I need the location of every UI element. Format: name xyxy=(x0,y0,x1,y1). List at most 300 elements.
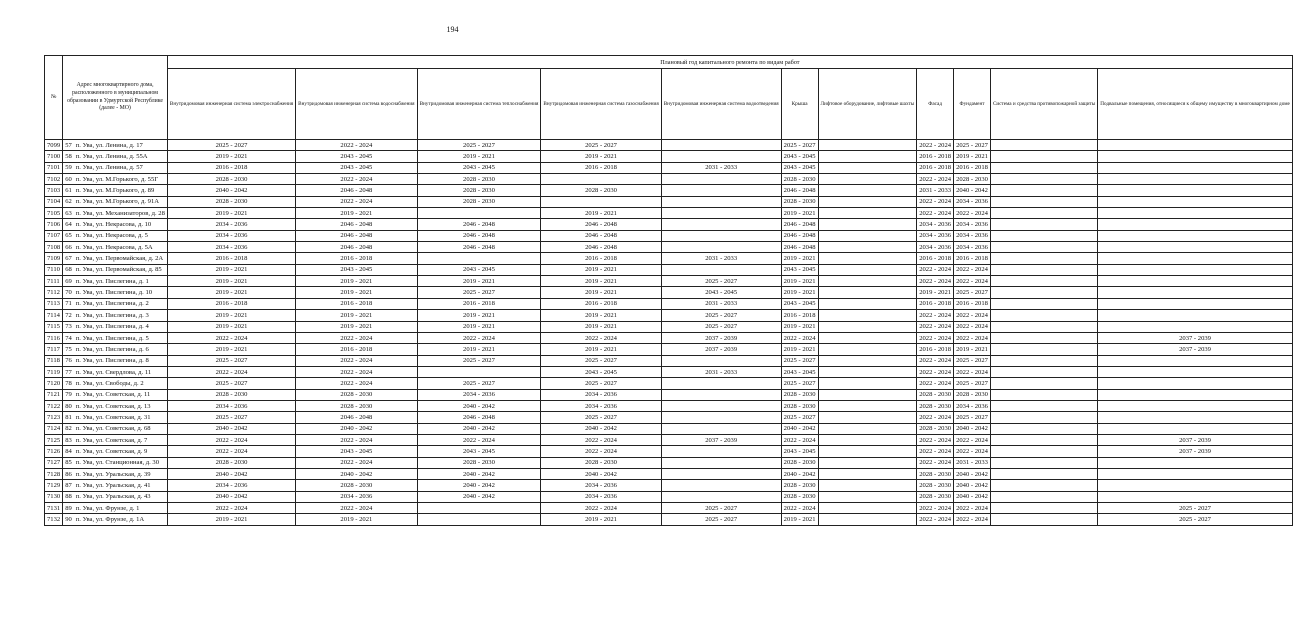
row-year-range: 2025 - 2027 xyxy=(781,412,818,423)
table-row xyxy=(45,276,1293,287)
row-year-range: 2034 - 2036 xyxy=(167,242,295,253)
header-column: Внутридомовая инженерная система водоснабжения xyxy=(296,69,417,140)
row-year-range xyxy=(417,253,541,264)
row-id: 7104 xyxy=(45,196,63,207)
row-year-range xyxy=(661,491,781,502)
row-id: 7114 xyxy=(45,310,63,321)
row-year-range: 2016 - 2018 xyxy=(954,298,991,309)
row-id: 7128 xyxy=(45,468,63,479)
row-year-range: 2028 - 2030 xyxy=(917,389,954,400)
row-year-range: 2025 - 2027 xyxy=(167,140,295,151)
table-row xyxy=(45,491,1293,502)
row-year-range: 2019 - 2021 xyxy=(541,287,661,298)
capital-repair-table xyxy=(44,55,1293,526)
row-number: 90 xyxy=(63,514,74,525)
row-year-range: 2019 - 2021 xyxy=(781,344,818,355)
row-year-range xyxy=(990,503,1097,514)
header-column: Крыша xyxy=(781,69,818,140)
table-row xyxy=(45,503,1293,514)
table-row xyxy=(45,219,1293,230)
row-year-range: 2025 - 2027 xyxy=(541,355,661,366)
table-row xyxy=(45,208,1293,219)
row-year-range xyxy=(990,332,1097,343)
row-year-range: 2022 - 2024 xyxy=(954,434,991,445)
row-year-range xyxy=(990,344,1097,355)
row-year-range xyxy=(818,287,917,298)
row-year-range xyxy=(818,208,917,219)
row-year-range: 2025 - 2027 xyxy=(954,378,991,389)
row-year-range: 2022 - 2024 xyxy=(954,514,991,525)
row-year-range xyxy=(990,480,1097,491)
row-year-range: 2040 - 2042 xyxy=(417,491,541,502)
row-year-range xyxy=(661,185,781,196)
row-year-range xyxy=(1098,140,1292,151)
row-year-range: 2025 - 2027 xyxy=(167,412,295,423)
row-number: 75 xyxy=(63,344,74,355)
row-id: 7125 xyxy=(45,434,63,445)
row-year-range: 2019 - 2021 xyxy=(167,344,295,355)
row-year-range: 2019 - 2021 xyxy=(917,287,954,298)
row-year-range: 2019 - 2021 xyxy=(167,151,295,162)
row-year-range xyxy=(990,230,1097,241)
row-year-range: 2043 - 2045 xyxy=(781,298,818,309)
row-year-range xyxy=(818,514,917,525)
row-year-range xyxy=(818,344,917,355)
row-year-range: 2022 - 2024 xyxy=(781,332,818,343)
row-year-range xyxy=(990,264,1097,275)
row-year-range: 2025 - 2027 xyxy=(417,140,541,151)
row-number: 61 xyxy=(63,185,74,196)
row-year-range xyxy=(417,208,541,219)
row-year-range: 2019 - 2021 xyxy=(541,151,661,162)
row-year-range: 2022 - 2024 xyxy=(954,366,991,377)
header-column: Внутридомовая инженерная система газоснабжения xyxy=(541,69,661,140)
row-year-range: 2028 - 2030 xyxy=(417,174,541,185)
table-row xyxy=(45,230,1293,241)
row-year-range: 2028 - 2030 xyxy=(781,400,818,411)
row-year-range: 2019 - 2021 xyxy=(781,208,818,219)
row-year-range: 2040 - 2042 xyxy=(417,480,541,491)
row-year-range: 2034 - 2036 xyxy=(917,219,954,230)
row-year-range: 2028 - 2030 xyxy=(781,389,818,400)
row-year-range: 2040 - 2042 xyxy=(954,491,991,502)
row-year-range xyxy=(818,276,917,287)
row-year-range: 2037 - 2039 xyxy=(1098,332,1292,343)
row-year-range: 2022 - 2024 xyxy=(917,264,954,275)
row-number: 76 xyxy=(63,355,74,366)
row-year-range: 2046 - 2048 xyxy=(417,230,541,241)
row-year-range: 2043 - 2045 xyxy=(296,162,417,173)
row-year-range: 2031 - 2033 xyxy=(661,298,781,309)
row-year-range: 2019 - 2021 xyxy=(781,514,818,525)
header-column: Фундамент xyxy=(954,69,991,140)
row-year-range: 2022 - 2024 xyxy=(917,446,954,457)
row-year-range xyxy=(661,242,781,253)
row-year-range xyxy=(661,389,781,400)
row-year-range xyxy=(541,174,661,185)
row-year-range: 2037 - 2039 xyxy=(661,344,781,355)
row-address: п. Ува, ул. Станционная, д. 30 xyxy=(74,457,168,468)
row-year-range: 2028 - 2030 xyxy=(917,400,954,411)
row-year-range xyxy=(1098,230,1292,241)
row-year-range xyxy=(661,423,781,434)
header-column: Лифтовое оборудование, лифтовые шахты xyxy=(818,69,917,140)
row-year-range: 2016 - 2018 xyxy=(917,162,954,173)
row-year-range: 2028 - 2030 xyxy=(296,389,417,400)
row-address: п. Ува, ул. Свободы, д. 2 xyxy=(74,378,168,389)
row-year-range: 2016 - 2018 xyxy=(417,298,541,309)
row-year-range: 2019 - 2021 xyxy=(781,276,818,287)
row-id: 7102 xyxy=(45,174,63,185)
row-year-range xyxy=(1098,321,1292,332)
row-year-range: 2022 - 2024 xyxy=(917,174,954,185)
row-year-range xyxy=(661,264,781,275)
row-year-range: 2043 - 2045 xyxy=(296,151,417,162)
row-year-range xyxy=(417,503,541,514)
row-year-range: 2034 - 2036 xyxy=(167,219,295,230)
row-year-range xyxy=(818,151,917,162)
row-year-range xyxy=(1098,185,1292,196)
row-year-range xyxy=(990,434,1097,445)
row-year-range: 2028 - 2030 xyxy=(954,174,991,185)
row-year-range xyxy=(661,208,781,219)
row-year-range: 2019 - 2021 xyxy=(781,321,818,332)
row-year-range xyxy=(818,355,917,366)
row-year-range: 2028 - 2030 xyxy=(917,480,954,491)
row-id: 7106 xyxy=(45,219,63,230)
row-year-range: 2043 - 2045 xyxy=(417,446,541,457)
row-year-range: 2028 - 2030 xyxy=(296,480,417,491)
row-year-range: 2034 - 2036 xyxy=(954,196,991,207)
row-year-range: 2040 - 2042 xyxy=(167,423,295,434)
row-year-range: 2019 - 2021 xyxy=(167,287,295,298)
row-year-range: 2022 - 2024 xyxy=(954,321,991,332)
row-year-range: 2046 - 2048 xyxy=(541,230,661,241)
row-address: п. Ува, ул. Некрасова, д. 10 xyxy=(74,219,168,230)
row-year-range xyxy=(1098,298,1292,309)
row-address: п. Ува, ул. Советская, д. 68 xyxy=(74,423,168,434)
row-year-range: 2034 - 2036 xyxy=(917,242,954,253)
row-year-range: 2025 - 2027 xyxy=(1098,503,1292,514)
row-year-range: 2025 - 2027 xyxy=(954,287,991,298)
row-year-range: 2028 - 2030 xyxy=(296,400,417,411)
row-number: 83 xyxy=(63,434,74,445)
row-year-range xyxy=(661,378,781,389)
row-year-range xyxy=(990,389,1097,400)
row-address: п. Ува, ул. Уральская, д. 43 xyxy=(74,491,168,502)
row-year-range: 2019 - 2021 xyxy=(296,514,417,525)
row-year-range: 2019 - 2021 xyxy=(417,321,541,332)
row-year-range: 2037 - 2039 xyxy=(661,332,781,343)
row-year-range xyxy=(818,253,917,264)
row-year-range: 2034 - 2036 xyxy=(167,480,295,491)
row-year-range xyxy=(661,355,781,366)
row-id: 7100 xyxy=(45,151,63,162)
row-year-range: 2025 - 2027 xyxy=(541,412,661,423)
table-row xyxy=(45,287,1293,298)
row-year-range xyxy=(990,242,1097,253)
table-row xyxy=(45,344,1293,355)
row-id: 7129 xyxy=(45,480,63,491)
row-year-range: 2028 - 2030 xyxy=(167,174,295,185)
row-year-range xyxy=(990,468,1097,479)
row-year-range xyxy=(818,457,917,468)
row-year-range: 2022 - 2024 xyxy=(954,332,991,343)
row-year-range xyxy=(661,400,781,411)
row-id: 7109 xyxy=(45,253,63,264)
row-year-range: 2025 - 2027 xyxy=(781,140,818,151)
row-year-range: 2028 - 2030 xyxy=(917,468,954,479)
row-year-range: 2022 - 2024 xyxy=(541,503,661,514)
row-number: 80 xyxy=(63,400,74,411)
row-year-range: 2019 - 2021 xyxy=(954,344,991,355)
row-year-range: 2025 - 2027 xyxy=(167,355,295,366)
row-year-range: 2025 - 2027 xyxy=(954,412,991,423)
row-year-range xyxy=(818,423,917,434)
row-year-range: 2043 - 2045 xyxy=(661,287,781,298)
row-year-range: 2043 - 2045 xyxy=(541,366,661,377)
row-year-range: 2025 - 2027 xyxy=(781,378,818,389)
row-id: 7130 xyxy=(45,491,63,502)
row-year-range xyxy=(1098,174,1292,185)
row-address: п. Ува, ул. Пислегина, д. 2 xyxy=(74,298,168,309)
row-number: 82 xyxy=(63,423,74,434)
row-year-range: 2043 - 2045 xyxy=(781,151,818,162)
row-year-range xyxy=(990,423,1097,434)
row-address: п. Ува, ул. Пислегина, д. 1 xyxy=(74,276,168,287)
row-id: 7118 xyxy=(45,355,63,366)
row-year-range: 2043 - 2045 xyxy=(781,162,818,173)
row-year-range: 2016 - 2018 xyxy=(954,162,991,173)
row-year-range: 2040 - 2042 xyxy=(954,423,991,434)
row-year-range: 2022 - 2024 xyxy=(917,208,954,219)
row-year-range: 2019 - 2021 xyxy=(781,253,818,264)
row-year-range: 2019 - 2021 xyxy=(541,264,661,275)
row-year-range: 2022 - 2024 xyxy=(167,332,295,343)
row-year-range xyxy=(990,140,1097,151)
row-year-range: 2019 - 2021 xyxy=(417,344,541,355)
row-year-range: 2046 - 2048 xyxy=(296,185,417,196)
row-year-range: 2019 - 2021 xyxy=(167,321,295,332)
row-address: п. Ува, ул. Первомайская, д. 85 xyxy=(74,264,168,275)
row-year-range: 2019 - 2021 xyxy=(781,287,818,298)
row-year-range: 2028 - 2030 xyxy=(917,423,954,434)
row-year-range xyxy=(990,162,1097,173)
row-address: п. Ува, ул. Фрунзе, д. 1 xyxy=(74,503,168,514)
table-row xyxy=(45,162,1293,173)
row-number: 86 xyxy=(63,468,74,479)
row-year-range: 2034 - 2036 xyxy=(296,491,417,502)
row-year-range: 2025 - 2027 xyxy=(661,276,781,287)
row-year-range xyxy=(1098,389,1292,400)
row-number: 89 xyxy=(63,503,74,514)
row-year-range xyxy=(661,468,781,479)
row-year-range: 2034 - 2036 xyxy=(541,480,661,491)
row-year-range: 2022 - 2024 xyxy=(917,355,954,366)
row-year-range xyxy=(818,480,917,491)
row-year-range: 2016 - 2018 xyxy=(541,253,661,264)
row-year-range xyxy=(661,140,781,151)
row-year-range: 2019 - 2021 xyxy=(954,151,991,162)
row-year-range: 2022 - 2024 xyxy=(167,446,295,457)
row-year-range: 2022 - 2024 xyxy=(917,321,954,332)
row-year-range: 2046 - 2048 xyxy=(296,219,417,230)
row-year-range: 2016 - 2018 xyxy=(917,151,954,162)
row-year-range: 2040 - 2042 xyxy=(954,468,991,479)
row-year-range: 2022 - 2024 xyxy=(917,140,954,151)
row-year-range: 2040 - 2042 xyxy=(781,423,818,434)
row-id: 7126 xyxy=(45,446,63,457)
row-year-range: 2019 - 2021 xyxy=(541,276,661,287)
row-year-range: 2034 - 2036 xyxy=(954,242,991,253)
row-id: 7103 xyxy=(45,185,63,196)
row-address: п. Ува, ул. Ленина, д. 17 xyxy=(74,140,168,151)
row-number: 65 xyxy=(63,230,74,241)
row-year-range xyxy=(990,276,1097,287)
row-year-range: 2022 - 2024 xyxy=(954,264,991,275)
row-year-range: 2022 - 2024 xyxy=(917,434,954,445)
row-year-range xyxy=(818,389,917,400)
row-year-range: 2043 - 2045 xyxy=(781,366,818,377)
row-year-range: 2043 - 2045 xyxy=(296,264,417,275)
row-address: п. Ува, ул. М.Горького, д. 91А xyxy=(74,196,168,207)
row-year-range xyxy=(1098,412,1292,423)
table-row xyxy=(45,174,1293,185)
row-number: 78 xyxy=(63,378,74,389)
table-row xyxy=(45,310,1293,321)
row-year-range: 2034 - 2036 xyxy=(954,219,991,230)
row-id: 7132 xyxy=(45,514,63,525)
row-address: п. Ува, ул. Советская, д. 11 xyxy=(74,389,168,400)
row-year-range: 2040 - 2042 xyxy=(954,185,991,196)
row-year-range: 2043 - 2045 xyxy=(781,446,818,457)
row-year-range: 2025 - 2027 xyxy=(541,378,661,389)
row-year-range: 2043 - 2045 xyxy=(417,162,541,173)
row-number: 66 xyxy=(63,242,74,253)
row-year-range: 2019 - 2021 xyxy=(167,276,295,287)
row-year-range: 2046 - 2048 xyxy=(296,230,417,241)
row-year-range xyxy=(818,503,917,514)
row-year-range: 2034 - 2036 xyxy=(954,400,991,411)
row-year-range: 2019 - 2021 xyxy=(167,310,295,321)
row-number: 84 xyxy=(63,446,74,457)
row-year-range xyxy=(990,219,1097,230)
row-address: п. Ува, ул. Пислегина, д. 8 xyxy=(74,355,168,366)
table-row xyxy=(45,151,1293,162)
row-year-range: 2046 - 2048 xyxy=(296,412,417,423)
row-id: 7127 xyxy=(45,457,63,468)
table-row xyxy=(45,480,1293,491)
row-id: 7110 xyxy=(45,264,63,275)
row-year-range: 2016 - 2018 xyxy=(541,162,661,173)
row-year-range: 2022 - 2024 xyxy=(296,140,417,151)
row-year-range xyxy=(818,400,917,411)
row-year-range: 2040 - 2042 xyxy=(417,423,541,434)
row-id: 7101 xyxy=(45,162,63,173)
row-year-range xyxy=(541,196,661,207)
row-year-range: 2022 - 2024 xyxy=(167,366,295,377)
row-year-range: 2046 - 2048 xyxy=(781,219,818,230)
row-year-range xyxy=(818,412,917,423)
row-year-range: 2040 - 2042 xyxy=(296,468,417,479)
row-year-range: 2046 - 2048 xyxy=(541,242,661,253)
row-year-range: 2031 - 2033 xyxy=(661,366,781,377)
table-row xyxy=(45,378,1293,389)
row-number: 73 xyxy=(63,321,74,332)
row-year-range: 2022 - 2024 xyxy=(296,434,417,445)
row-year-range: 2025 - 2027 xyxy=(167,378,295,389)
row-number: 85 xyxy=(63,457,74,468)
row-year-range: 2043 - 2045 xyxy=(417,264,541,275)
row-id: 7119 xyxy=(45,366,63,377)
page-number: 194 xyxy=(446,25,459,34)
row-year-range xyxy=(1098,162,1292,173)
row-year-range: 2040 - 2042 xyxy=(417,468,541,479)
row-year-range: 2019 - 2021 xyxy=(296,310,417,321)
row-year-range: 2019 - 2021 xyxy=(296,276,417,287)
row-year-range: 2022 - 2024 xyxy=(296,457,417,468)
row-year-range xyxy=(1098,219,1292,230)
table-row xyxy=(45,196,1293,207)
row-year-range: 2022 - 2024 xyxy=(917,457,954,468)
row-year-range xyxy=(1098,276,1292,287)
row-year-range xyxy=(990,196,1097,207)
row-address: п. Ува, ул. Пислегина, д. 6 xyxy=(74,344,168,355)
row-year-range: 2040 - 2042 xyxy=(541,423,661,434)
row-number: 79 xyxy=(63,389,74,400)
row-address: п. Ува, ул. Первомайская, д. 2А xyxy=(74,253,168,264)
row-year-range: 2028 - 2030 xyxy=(781,491,818,502)
row-id: 7117 xyxy=(45,344,63,355)
row-year-range: 2034 - 2036 xyxy=(417,389,541,400)
row-year-range xyxy=(1098,480,1292,491)
row-year-range xyxy=(818,468,917,479)
row-id: 7111 xyxy=(45,276,63,287)
table-row xyxy=(45,389,1293,400)
row-year-range: 2019 - 2021 xyxy=(296,321,417,332)
row-number: 71 xyxy=(63,298,74,309)
row-year-range: 2022 - 2024 xyxy=(917,332,954,343)
row-number: 77 xyxy=(63,366,74,377)
row-year-range: 2022 - 2024 xyxy=(917,514,954,525)
row-year-range: 2037 - 2039 xyxy=(1098,344,1292,355)
table-row xyxy=(45,400,1293,411)
row-id: 7105 xyxy=(45,208,63,219)
row-year-range: 2019 - 2021 xyxy=(296,208,417,219)
row-year-range: 2016 - 2018 xyxy=(296,253,417,264)
row-year-range: 2034 - 2036 xyxy=(954,230,991,241)
row-number: 58 xyxy=(63,151,74,162)
row-year-range xyxy=(818,264,917,275)
row-id: 7107 xyxy=(45,230,63,241)
row-number: 60 xyxy=(63,174,74,185)
row-year-range: 2022 - 2024 xyxy=(917,196,954,207)
row-year-range xyxy=(417,366,541,377)
row-year-range xyxy=(818,298,917,309)
row-year-range xyxy=(818,140,917,151)
row-number: 64 xyxy=(63,219,74,230)
row-year-range xyxy=(990,491,1097,502)
row-number: 67 xyxy=(63,253,74,264)
row-year-range xyxy=(1098,423,1292,434)
row-year-range: 2046 - 2048 xyxy=(417,242,541,253)
row-year-range: 2022 - 2024 xyxy=(417,332,541,343)
row-year-range: 2016 - 2018 xyxy=(541,298,661,309)
row-number: 88 xyxy=(63,491,74,502)
row-year-range: 2016 - 2018 xyxy=(167,253,295,264)
row-address: п. Ува, ул. Ленина, д. 57 xyxy=(74,162,168,173)
row-year-range: 2037 - 2039 xyxy=(661,434,781,445)
